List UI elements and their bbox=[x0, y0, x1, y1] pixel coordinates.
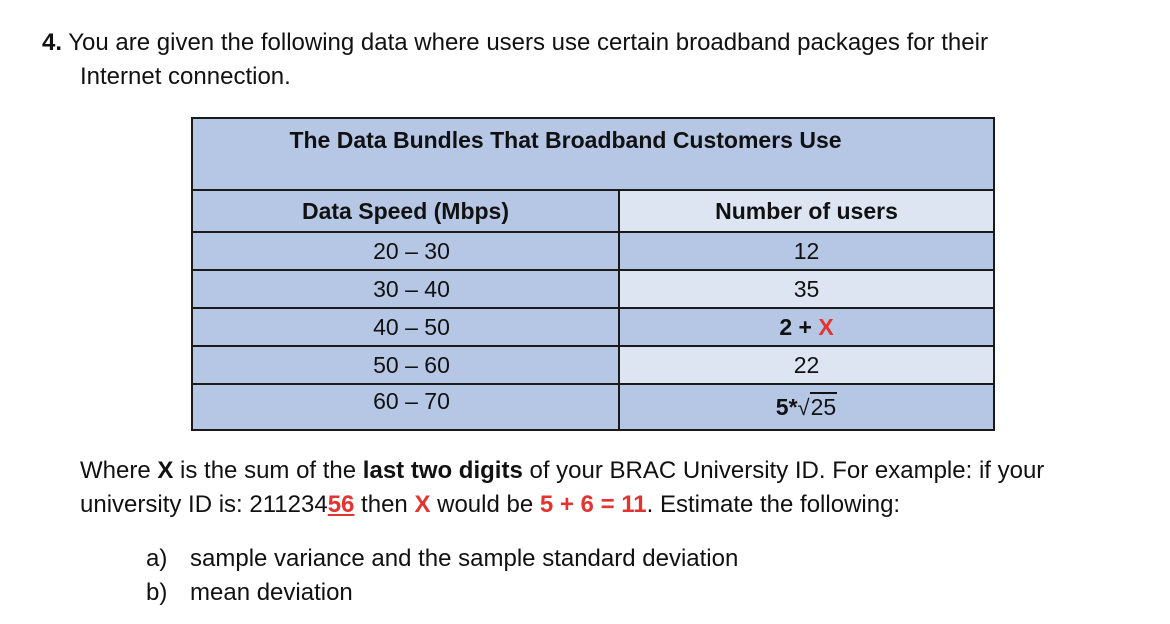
explanation-text: university ID is: 211234 bbox=[80, 491, 328, 518]
speed-value: 20 – 30 bbox=[373, 237, 450, 264]
sqrt-symbol: √ bbox=[797, 394, 810, 420]
question-intro-1: You are given the following data where users use certain broadband packages for their bbox=[68, 29, 988, 56]
users-cell: 35 bbox=[619, 270, 994, 308]
question-line-2 bbox=[80, 62, 291, 92]
question-line-1 bbox=[42, 28, 988, 58]
users-expression: 5* bbox=[775, 393, 798, 420]
speed-cell bbox=[192, 270, 619, 308]
table-row bbox=[192, 308, 994, 346]
table-row bbox=[192, 232, 994, 270]
users-cell bbox=[619, 384, 994, 430]
speed-cell bbox=[192, 232, 619, 270]
sqrt-radicand: 25 bbox=[810, 393, 837, 420]
table-row bbox=[192, 384, 994, 430]
task-label: a) bbox=[146, 545, 168, 572]
explanation-text: of your BRAC University ID. For example: if your bbox=[522, 457, 1045, 484]
task-item bbox=[146, 544, 738, 574]
column-header-speed: Data Speed (Mbps) bbox=[192, 190, 619, 232]
task-text: sample variance and the sample standard deviation bbox=[190, 545, 739, 572]
explanation-text: then bbox=[354, 491, 415, 518]
question-number: 4. bbox=[42, 29, 63, 56]
users-variable-x: X bbox=[818, 313, 834, 340]
explanation-text: . Estimate the following: bbox=[646, 491, 901, 518]
question-intro-2: Internet connection. bbox=[80, 63, 291, 90]
broadband-table bbox=[191, 117, 995, 431]
speed-cell bbox=[192, 384, 619, 430]
task-item bbox=[146, 578, 353, 608]
task-text: mean deviation bbox=[190, 579, 353, 606]
table-row bbox=[192, 346, 994, 384]
speed-cell bbox=[192, 308, 619, 346]
column-header-users: Number of users bbox=[619, 190, 994, 232]
users-cell: 22 bbox=[619, 346, 994, 384]
speed-value: 60 – 70 bbox=[373, 387, 450, 414]
speed-value: 40 – 50 bbox=[373, 313, 450, 340]
explanation-text: would be bbox=[430, 491, 540, 518]
speed-value: 50 – 60 bbox=[373, 351, 450, 378]
table-title: The Data Bundles That Broadband Customers Use bbox=[289, 127, 842, 153]
table-title-cell bbox=[192, 118, 994, 190]
explanation-line-1 bbox=[80, 456, 1044, 486]
explanation-line-2 bbox=[80, 490, 900, 520]
square-root bbox=[798, 394, 838, 421]
variable-x: X bbox=[414, 491, 431, 518]
explanation-text: is the sum of the bbox=[173, 457, 363, 484]
users-cell bbox=[619, 308, 994, 346]
users-cell: 12 bbox=[619, 232, 994, 270]
task-label: b) bbox=[146, 579, 168, 606]
table-row bbox=[192, 270, 994, 308]
variable-x: X bbox=[157, 457, 174, 484]
id-last-digits: 56 bbox=[327, 491, 355, 518]
emphasis-last-two-digits: last two digits bbox=[362, 457, 523, 484]
speed-value: 30 – 40 bbox=[373, 275, 450, 302]
users-expression: 2 + bbox=[779, 313, 819, 340]
explanation-text: Where bbox=[80, 457, 158, 484]
example-calculation: 5 + 6 = 11 bbox=[539, 491, 647, 518]
speed-cell bbox=[192, 346, 619, 384]
